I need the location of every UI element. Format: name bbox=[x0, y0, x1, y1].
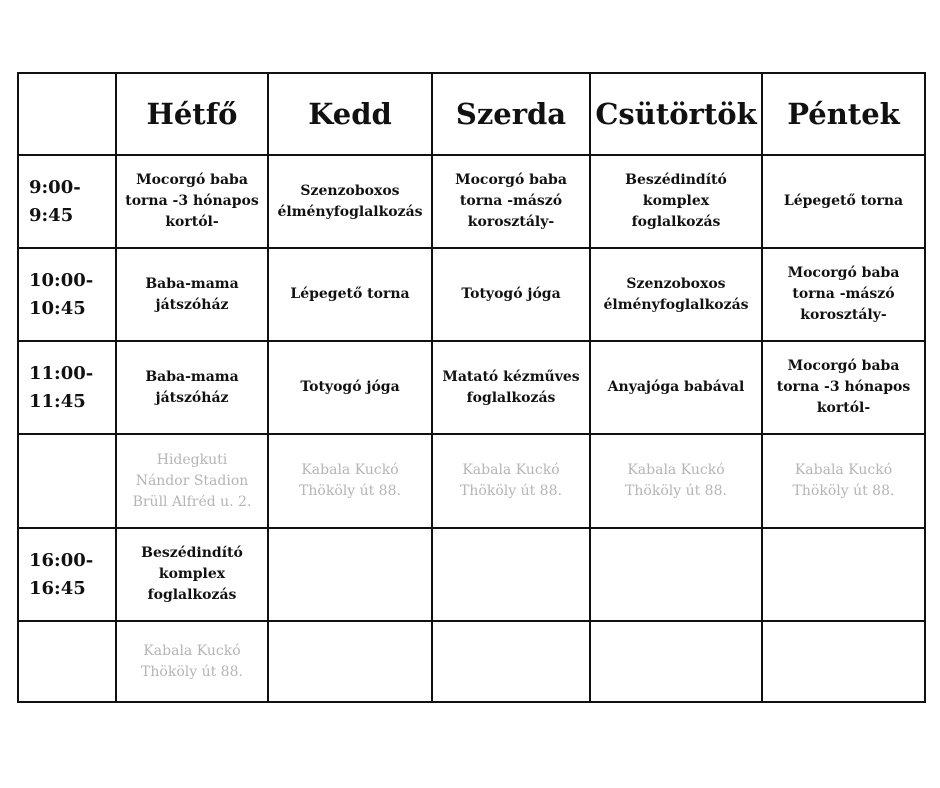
activity-cell: Anyajóga babával bbox=[590, 341, 762, 434]
activity-cell: Lépegető torna bbox=[762, 155, 925, 248]
activity-cell bbox=[762, 528, 925, 621]
location-cell: Kabala Kuckó Thököly út 88. bbox=[432, 434, 590, 528]
schedule-row bbox=[18, 248, 925, 341]
weekly-schedule-table bbox=[17, 72, 926, 703]
activity-cell: Lépegető torna bbox=[268, 248, 432, 341]
schedule-row bbox=[18, 528, 925, 621]
day-header-wednesday: Szerda bbox=[432, 73, 590, 155]
location-cell: Kabala Kuckó Thököly út 88. bbox=[762, 434, 925, 528]
activity-cell bbox=[590, 528, 762, 621]
location-row bbox=[18, 434, 925, 528]
activity-cell: Matató kézműves foglalkozás bbox=[432, 341, 590, 434]
location-cell bbox=[590, 621, 762, 702]
location-cell bbox=[762, 621, 925, 702]
activity-cell: Mocorgó baba torna -3 hónapos kortól- bbox=[116, 155, 268, 248]
location-cell: Kabala Kuckó Thököly út 88. bbox=[116, 621, 268, 702]
time-slot bbox=[18, 434, 116, 528]
activity-cell: Baba-mama játszóház bbox=[116, 248, 268, 341]
activity-cell: Szenzoboxos élményfoglalkozás bbox=[268, 155, 432, 248]
location-cell: Kabala Kuckó Thököly út 88. bbox=[590, 434, 762, 528]
activity-cell: Mocorgó baba torna -mászó korosztály- bbox=[762, 248, 925, 341]
corner-cell bbox=[18, 73, 116, 155]
day-header-monday: Hétfő bbox=[116, 73, 268, 155]
activity-cell: Baba-mama játszóház bbox=[116, 341, 268, 434]
time-slot: 10:00- 10:45 bbox=[18, 248, 116, 341]
activity-cell: Beszédindító komplex foglalkozás bbox=[590, 155, 762, 248]
activity-cell: Totyogó jóga bbox=[432, 248, 590, 341]
activity-cell: Totyogó jóga bbox=[268, 341, 432, 434]
time-slot: 11:00- 11:45 bbox=[18, 341, 116, 434]
location-cell: Hidegkuti Nándor Stadion Brüll Alfréd u. 2. bbox=[116, 434, 268, 528]
schedule-row bbox=[18, 155, 925, 248]
location-cell bbox=[432, 621, 590, 702]
activity-cell: Mocorgó baba torna -mászó korosztály- bbox=[432, 155, 590, 248]
activity-cell bbox=[268, 528, 432, 621]
day-header-friday: Péntek bbox=[762, 73, 925, 155]
activity-cell: Mocorgó baba torna -3 hónapos kortól- bbox=[762, 341, 925, 434]
schedule-row bbox=[18, 341, 925, 434]
location-cell bbox=[268, 621, 432, 702]
time-slot: 16:00- 16:45 bbox=[18, 528, 116, 621]
time-slot bbox=[18, 621, 116, 702]
header-row bbox=[18, 73, 925, 155]
activity-cell bbox=[432, 528, 590, 621]
time-slot: 9:00- 9:45 bbox=[18, 155, 116, 248]
activity-cell: Szenzoboxos élményfoglalkozás bbox=[590, 248, 762, 341]
day-header-tuesday: Kedd bbox=[268, 73, 432, 155]
location-cell: Kabala Kuckó Thököly út 88. bbox=[268, 434, 432, 528]
location-row bbox=[18, 621, 925, 702]
activity-cell: Beszédindító komplex foglalkozás bbox=[116, 528, 268, 621]
day-header-thursday: Csütörtök bbox=[590, 73, 762, 155]
